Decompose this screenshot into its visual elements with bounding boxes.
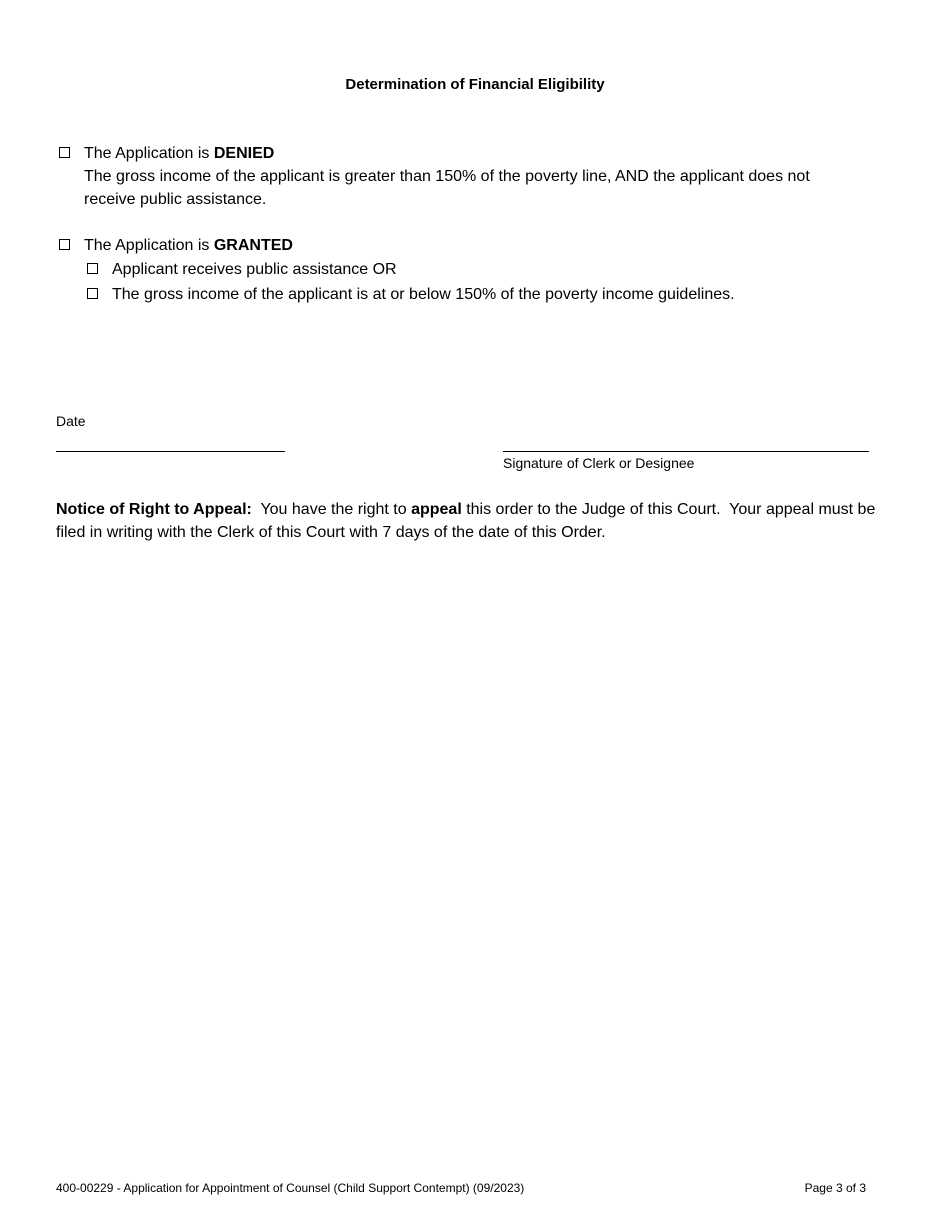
signature-line[interactable] bbox=[503, 451, 869, 452]
notice-text-after: this order to the Judge of this Court. Your appeal must be filed in writing with the Clerk of this Court with 7 days of the date of this Order. bbox=[56, 501, 880, 541]
denied-prefix: The Application is bbox=[84, 145, 214, 162]
footer-form-id: 400-00229 - Application for Appointment of Counsel (Child Support Contempt) (09/2023) bbox=[56, 1181, 525, 1195]
denied-checkbox[interactable] bbox=[59, 147, 70, 158]
page-title: Determination of Financial Eligibility bbox=[345, 76, 605, 93]
denied-status: DENIED bbox=[213, 145, 275, 162]
footer-page-number: Page 3 of 3 bbox=[804, 1181, 866, 1195]
income-guideline-checkbox[interactable] bbox=[87, 288, 98, 299]
public-assistance-checkbox[interactable] bbox=[87, 263, 98, 274]
date-label: Date bbox=[56, 413, 86, 429]
date-line[interactable] bbox=[56, 451, 285, 452]
notice-heading: Notice of Right to Appeal: bbox=[56, 501, 252, 518]
granted-status: GRANTED bbox=[213, 237, 293, 254]
denied-label bbox=[84, 142, 274, 165]
signature-label: Signature of Clerk or Designee bbox=[503, 455, 695, 471]
notice-emphasis: appeal bbox=[411, 501, 462, 518]
denied-reason-line-1: The gross income of the applicant is greater than 150% of the poverty line, AND the applicant does not bbox=[84, 168, 810, 185]
granted-option-income: The gross income of the applicant is at or below 150% of the poverty income guidelines. bbox=[112, 286, 735, 303]
notice-text-before: You have the right to bbox=[251, 501, 412, 518]
appeal-notice bbox=[56, 498, 880, 544]
granted-option-public-assistance: Applicant receives public assistance OR bbox=[112, 261, 397, 278]
granted-label bbox=[84, 234, 293, 257]
denied-reason-line-2: receive public assistance. bbox=[84, 191, 267, 208]
granted-prefix: The Application is bbox=[84, 237, 214, 254]
granted-checkbox[interactable] bbox=[59, 239, 70, 250]
